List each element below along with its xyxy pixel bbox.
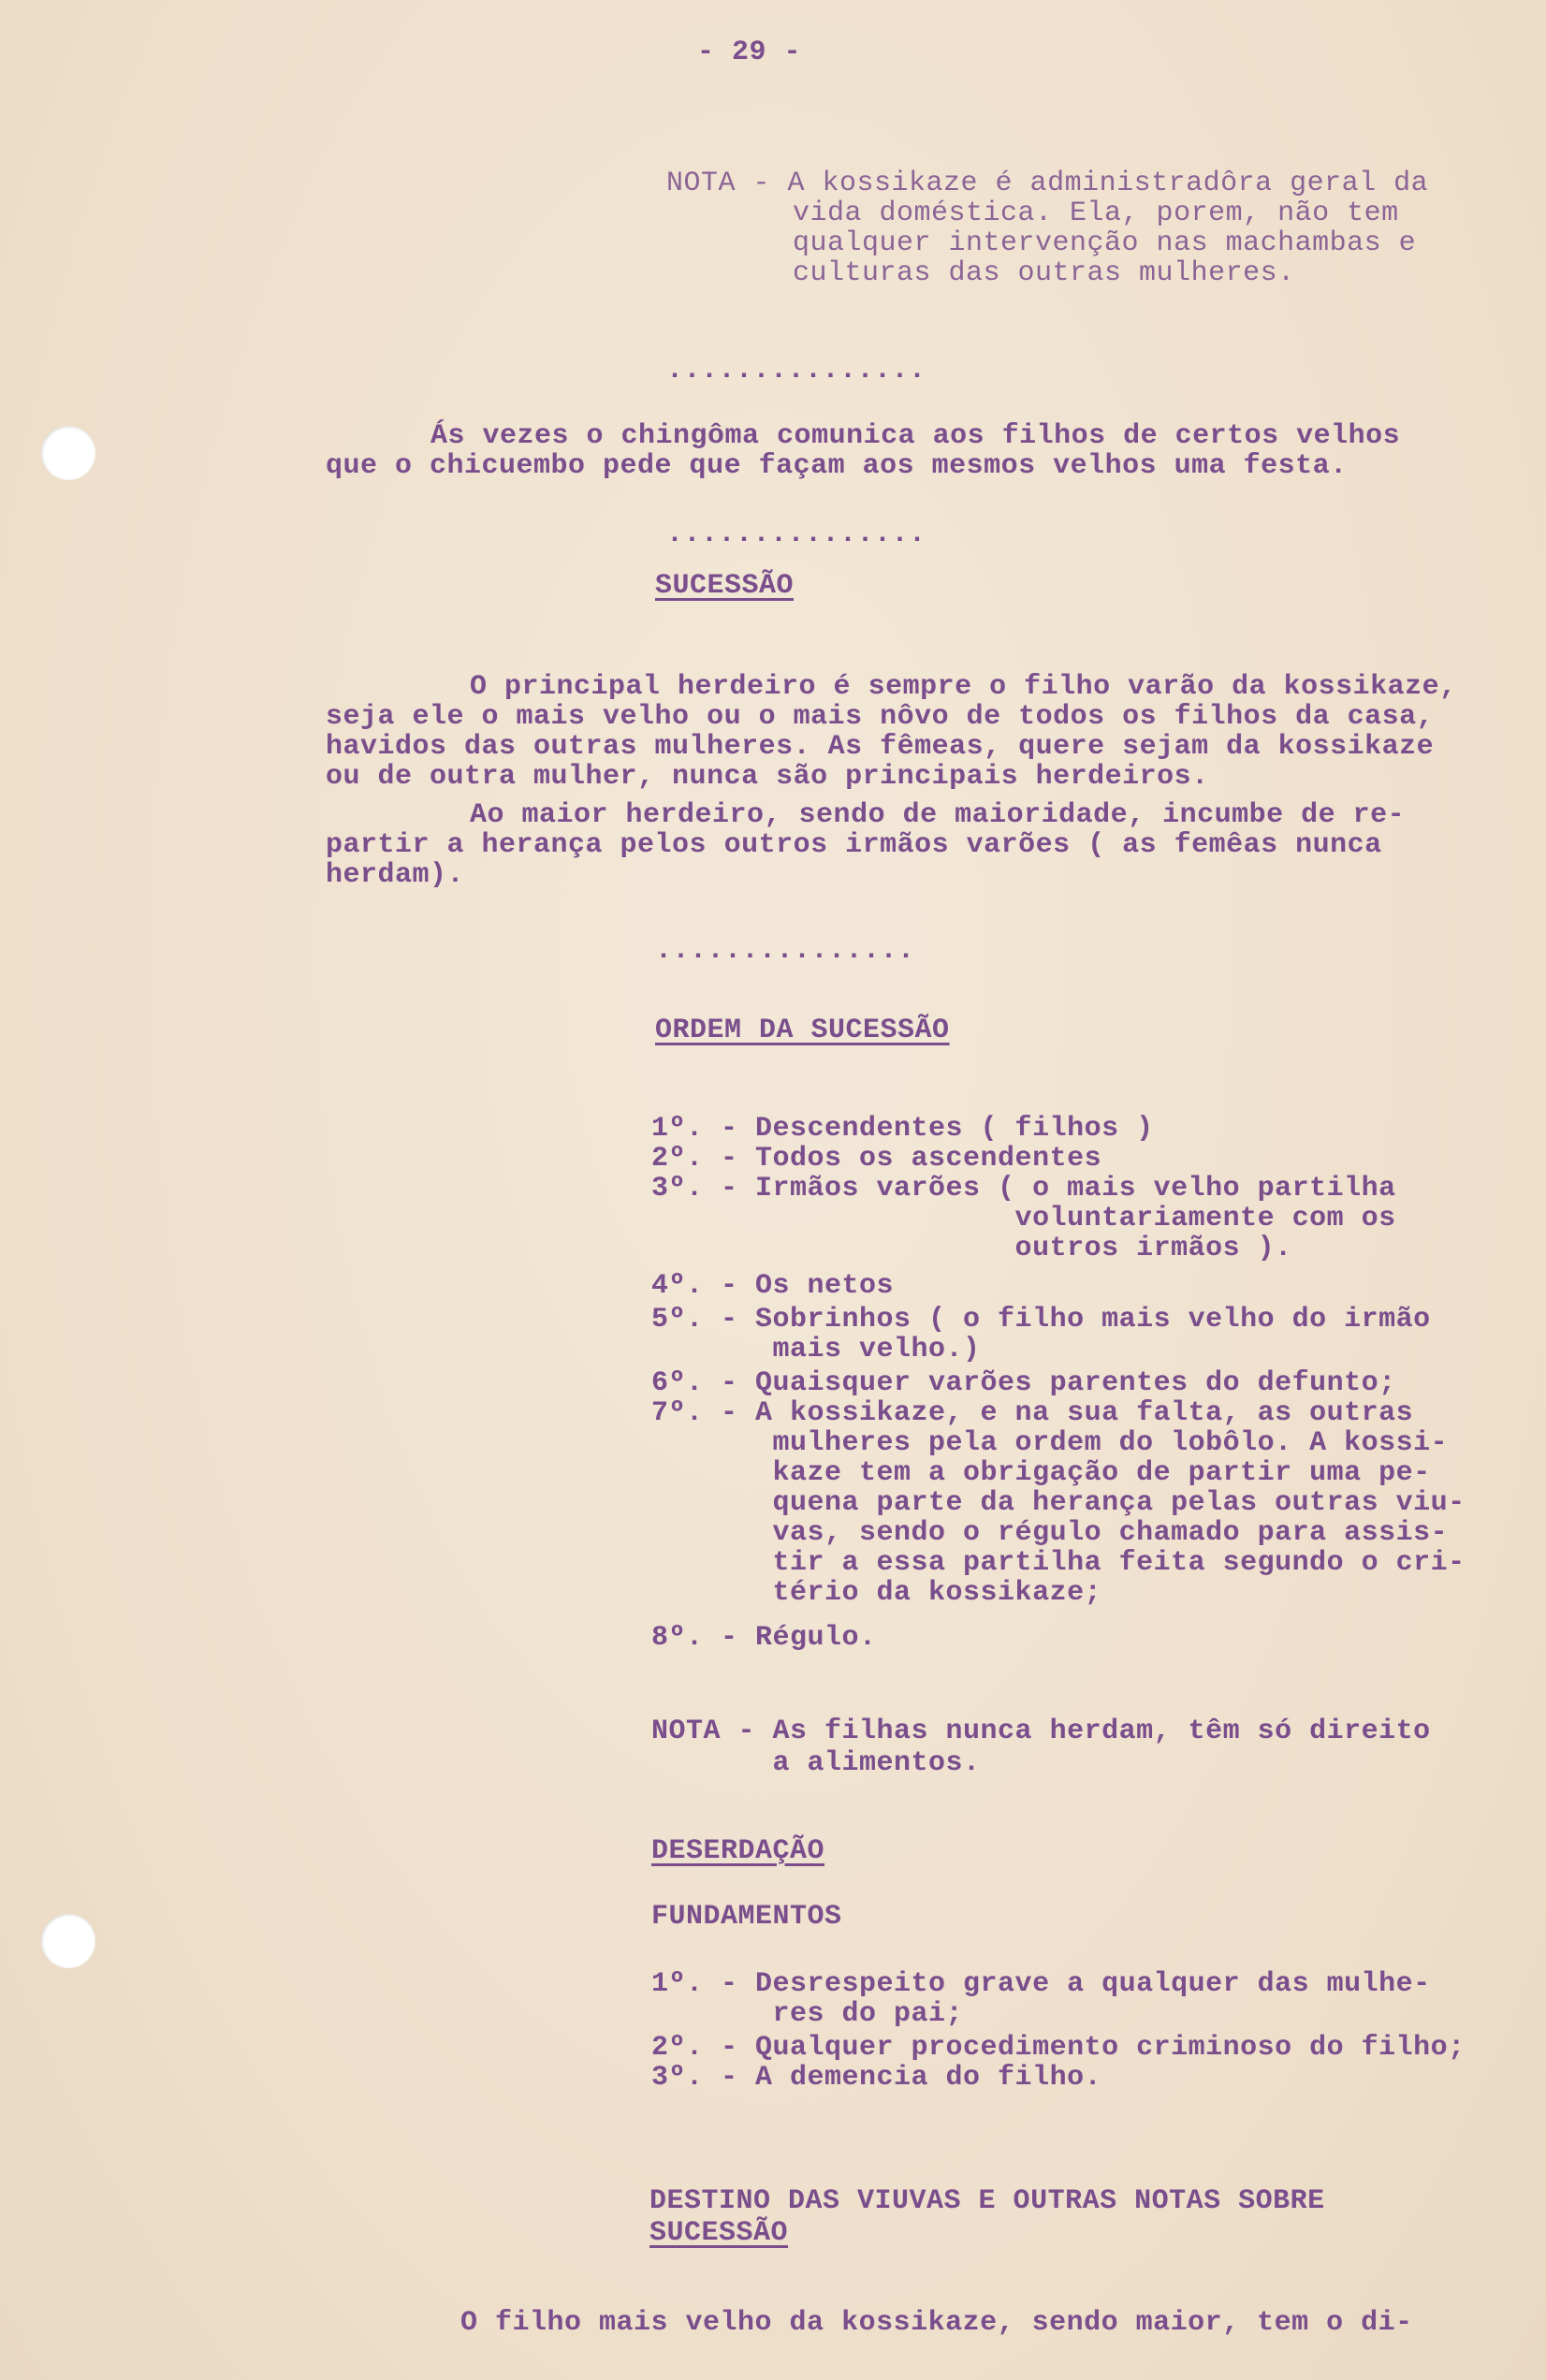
sucessao-line: ou de outra mulher, nunca são principais herdeiros. [326,761,1209,793]
sucessao-line: havidos das outras mulheres. As fêmeas, quere sejam da kossikaze [326,731,1435,763]
ordem-line: mais velho.) [651,1334,981,1365]
ordem-line: tério da kossikaze; [651,1577,1102,1609]
nota1-line: vida doméstica. Ela, porem, não tem [793,197,1399,229]
ordem-line: outros irmãos ). [651,1233,1292,1264]
sucessao-line: herdam). [326,859,465,891]
sucessao-line: Ao maior herdeiro, sendo de maioridade, incumbe de re- [470,799,1406,831]
nota1-line: culturas das outras mulheres. [793,257,1295,289]
ordem-line: mulheres pela ordem do lobôlo. A kossi- [651,1427,1449,1459]
ordem-line: 8º. - Régulo. [651,1622,877,1654]
punch-hole [41,426,95,480]
deserdacao-line: 3º. - A demencia do filho. [651,2062,1102,2094]
paragraph-line: Ás vezes o chingôma comunica aos filhos de certos velhos [430,420,1401,452]
ordem-line: 3º. - Irmãos varões ( o mais velho partilha [651,1173,1396,1205]
nota1-line: NOTA - A kossikaze é administradôra geral da [666,168,1429,199]
ordem-line: quena parte da herança pelas outras viu- [651,1487,1466,1519]
ordem-line: voluntariamente com os [651,1203,1396,1234]
deserdacao-line: 2º. - Qualquer procedimento criminoso do filho; [651,2032,1466,2064]
sucessao-line: partir a herança pelos outros irmãos varões ( as femêas nunca [326,829,1382,861]
ordem-line: kaze tem a obrigação de partir uma pe- [651,1457,1431,1489]
ordem-line: 5º. - Sobrinhos ( o filho mais velho do irmão [651,1304,1431,1336]
ordem-line: tir a essa partilha feita segundo o cri- [651,1547,1466,1579]
nota1-line: qualquer intervenção nas machambas e [793,227,1417,259]
ordem-line: 1º. - Descendentes ( filhos ) [651,1113,1154,1145]
deserdacao-line: res do pai; [651,1998,964,2030]
section-heading-sucessao: SUCESSÃO [655,570,795,602]
ordem-line: 4º. - Os netos [651,1270,895,1302]
nota2-line: NOTA - As filhas nunca herdam, têm só direito [651,1716,1431,1747]
sucessao-line: seja ele o mais velho ou o mais nôvo de todos os filhos da casa, [326,701,1435,733]
section-heading-destino-cont: SUCESSÃO [649,2217,789,2249]
section-subheading-fundamentos: FUNDAMENTOS [651,1901,842,1933]
dot-separator: ............... [666,518,926,550]
sucessao-line: O principal herdeiro é sempre o filho varão da kossikaze, [470,671,1457,703]
deserdacao-line: 1º. - Desrespeito grave a qualquer das mulhe- [651,1968,1431,2000]
section-heading-destino: DESTINO DAS VIUVAS E OUTRAS NOTAS SOBRE [649,2185,1325,2217]
ordem-line: 6º. - Quaisquer varões parentes do defunto; [651,1367,1396,1399]
dot-separator: ............... [666,355,926,387]
punch-hole [41,1914,95,1968]
dot-separator: ............... [655,935,915,967]
page-number: - 29 - [697,37,802,68]
ordem-line: 7º. - A kossikaze, e na sua falta, as outras [651,1397,1414,1429]
paragraph-line: que o chicuembo pede que façam aos mesmos velhos uma festa. [326,450,1348,482]
ordem-line: vas, sendo o régulo chamado para assis- [651,1517,1449,1549]
ordem-line: 2º. - Todos os ascendentes [651,1143,1102,1175]
nota2-line: a alimentos. [651,1747,981,1779]
paragraph-line: O filho mais velho da kossikaze, sendo maior, tem o di- [460,2307,1413,2339]
section-heading-deserdacao: DESERDAÇÃO [651,1835,825,1867]
section-heading-ordem: ORDEM DA SUCESSÃO [655,1015,950,1046]
